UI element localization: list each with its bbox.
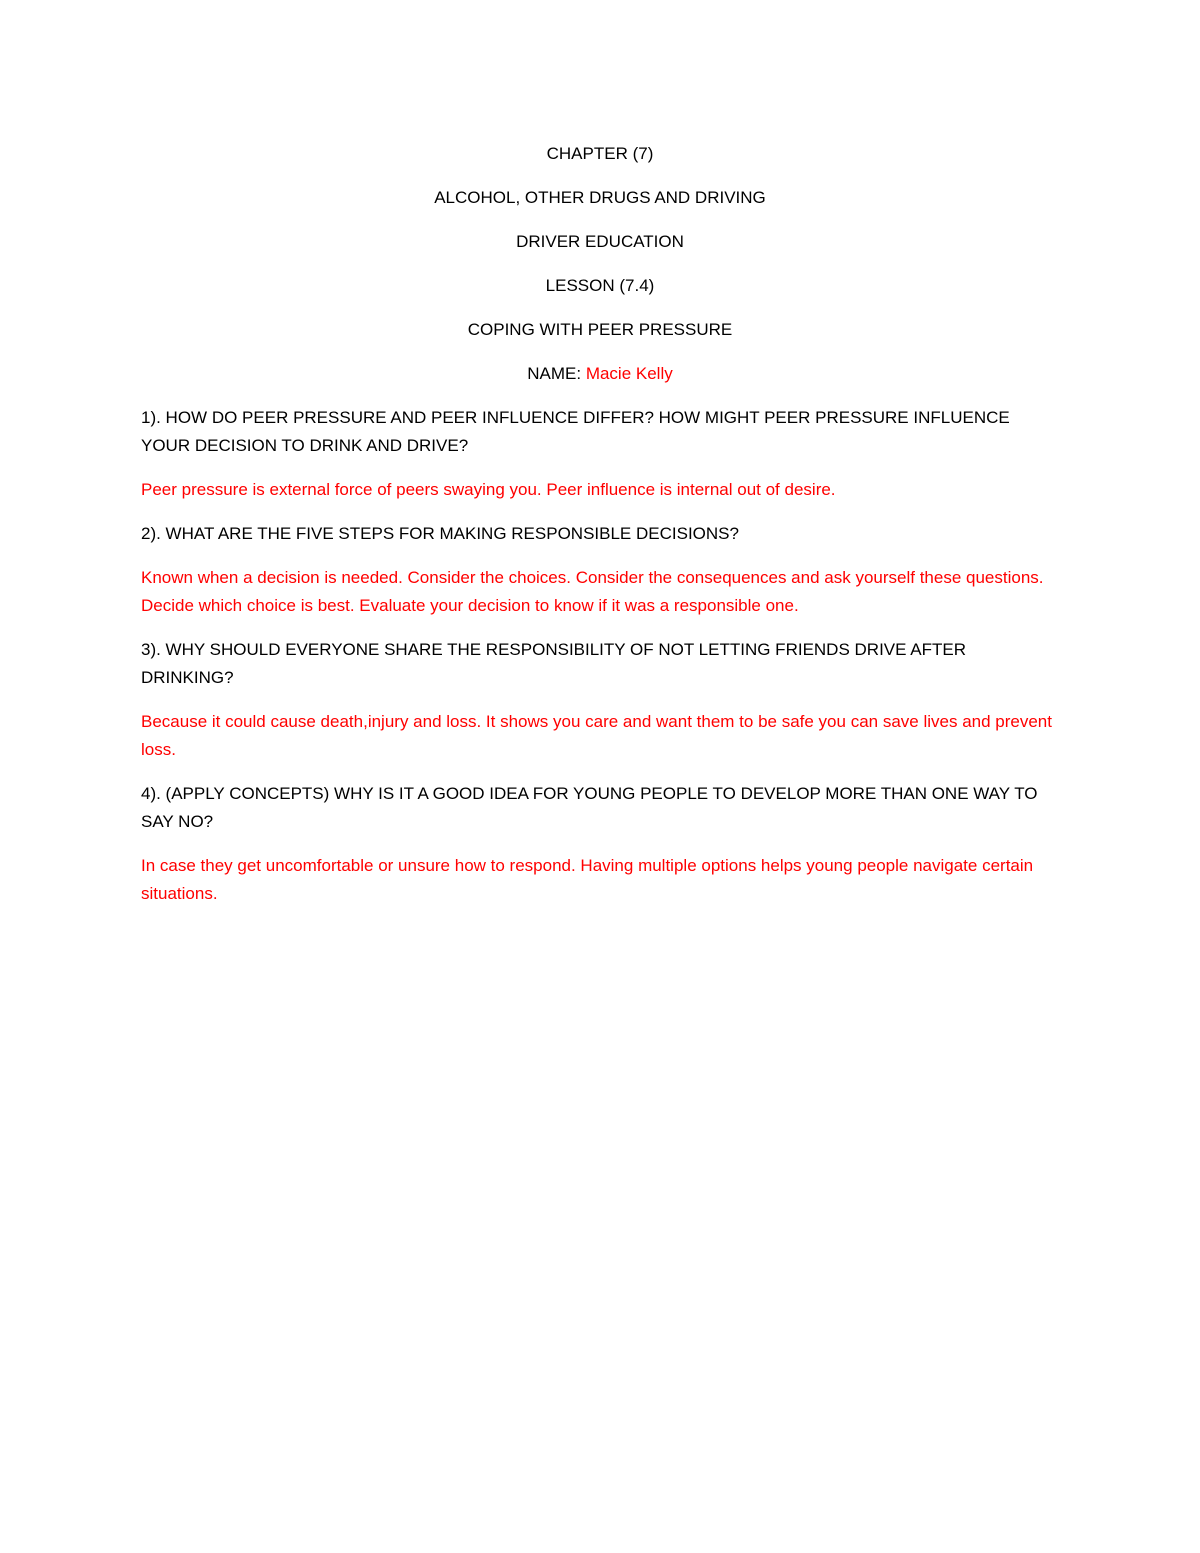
answer-1: Peer pressure is external force of peers swaying you. Peer influence is internal out of desire.	[141, 480, 836, 499]
student-name: Macie Kelly	[585, 364, 673, 383]
answer-3: Because it could cause death,injury and loss. It shows you care and want them to be safe you can save lives and prevent loss.	[141, 712, 1052, 759]
chapter-heading: CHAPTER (7)	[546, 144, 654, 163]
name-line	[141, 360, 1059, 388]
question-1: 1). HOW DO PEER PRESSURE AND PEER INFLUENCE DIFFER? HOW MIGHT PEER PRESSURE INFLUENCE YOUR DECISION TO DRINK AND DRIVE?	[141, 408, 1010, 455]
answer-4: In case they get uncomfortable or unsure how to respond. Having multiple options helps young people navigate certain situations.	[141, 856, 1034, 903]
name-label: NAME:	[527, 364, 586, 383]
chapter-title: ALCOHOL, OTHER DRUGS AND DRIVING	[434, 188, 766, 207]
question-3: 3). WHY SHOULD EVERYONE SHARE THE RESPONSIBILITY OF NOT LETTING FRIENDS DRIVE AFTER DRINKING?	[141, 640, 966, 687]
lesson-title: COPING WITH PEER PRESSURE	[467, 320, 733, 339]
document-body	[141, 140, 1059, 924]
course-title: DRIVER EDUCATION	[516, 232, 684, 251]
question-4: 4). (APPLY CONCEPTS) WHY IS IT A GOOD IDEA FOR YOUNG PEOPLE TO DEVELOP MORE THAN ONE WAY TO SAY NO?	[141, 784, 1038, 831]
lesson-heading: LESSON (7.4)	[545, 276, 655, 295]
answer-2: Known when a decision is needed. Consider the choices. Consider the consequences and ask yourself these questions. Decide which choice is best. Evaluate your decision to know if it was a responsible one.	[141, 568, 1044, 615]
question-2: 2). WHAT ARE THE FIVE STEPS FOR MAKING RESPONSIBLE DECISIONS?	[141, 524, 739, 543]
